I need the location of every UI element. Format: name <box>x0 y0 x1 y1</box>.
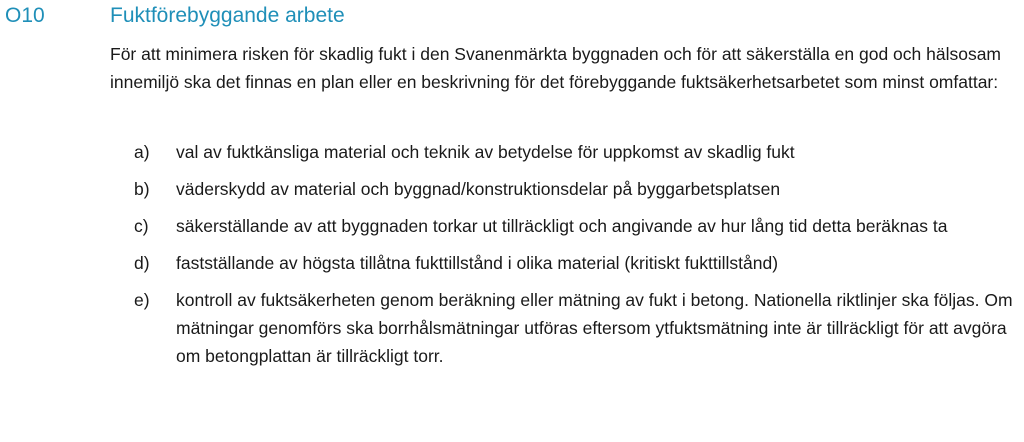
list-marker: d) <box>134 253 150 273</box>
list-marker: e) <box>134 290 150 310</box>
list-marker: c) <box>134 216 149 236</box>
list-item-text: väderskydd av material och byggnad/konstruktionsdelar på byggarbetsplatsen <box>176 179 781 199</box>
requirement-title: Fuktförebyggande arbete <box>110 4 345 27</box>
list-item-text: säkerställande av att byggnaden torkar ut tillräckligt och angivande av hur lång tid detta beräknas ta <box>176 216 948 236</box>
list-item-d <box>110 249 1015 277</box>
list-marker: a) <box>134 142 150 162</box>
requirement-code: O10 <box>5 4 45 27</box>
list-item-text: kontroll av fuktsäkerheten genom beräkning eller mätning av fukt i betong. Nationella riktlinjer ska följas. Om mätningar genomförs ska borrhålsmätningar utföras eftersom ytfuktsmätning inte är tillräckligt för att avgöra om betongplattan är tillräckligt torr. <box>176 290 1013 366</box>
list-item-text: val av fuktkänsliga material och teknik av betydelse för uppkomst av skadlig fukt <box>176 142 795 162</box>
list-marker: b) <box>134 179 150 199</box>
requirement-list <box>110 138 1015 370</box>
list-item-text: fastställande av högsta tillåtna fukttillstånd i olika material (kritiskt fukttillstånd) <box>176 253 779 273</box>
list-item-e <box>110 286 1015 370</box>
list-item-a <box>110 138 1015 166</box>
intro-paragraph: För att minimera risken för skadlig fukt i den Svanenmärkta byggnaden och för att säkerställa en god och hälsosam innemiljö ska det finnas en plan eller en beskrivning för det förebyggande fuktsäkerhetsarbetet som minst omfattar: <box>110 44 1002 92</box>
list-item-c <box>110 212 1015 240</box>
list-item-b <box>110 175 1015 203</box>
